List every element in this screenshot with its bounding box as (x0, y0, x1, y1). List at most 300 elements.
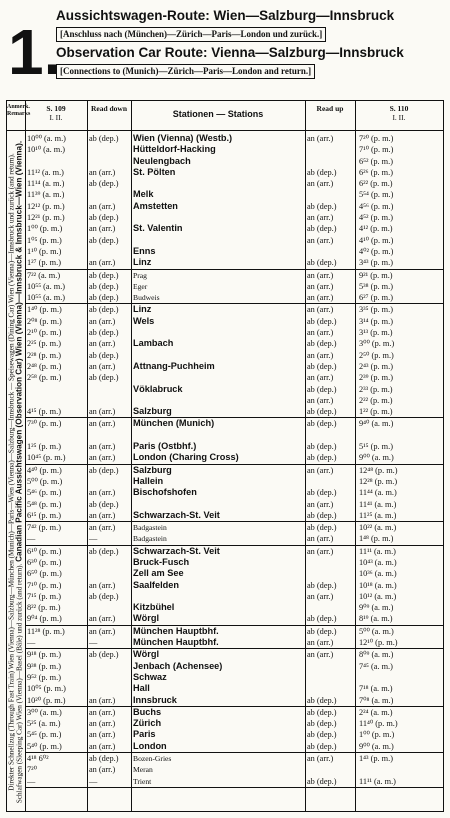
timetable-group (25, 304, 443, 418)
route-number: 1. (8, 16, 62, 88)
read-up-mark: ab (dep.) (307, 523, 337, 533)
read-down-mark: ab (dep.) (89, 134, 119, 143)
read-up-mark: ab (dep.) (307, 707, 337, 717)
timetable-row (25, 327, 443, 338)
s109-time: 1²⁷ (p. m.) (27, 258, 61, 268)
read-up-mark: ab (dep.) (307, 224, 337, 234)
read-up-mark: an (arr.) (307, 134, 334, 143)
s110-time: 1²² (p. m.) (359, 407, 393, 417)
read-down-mark: an (arr.) (89, 339, 116, 349)
timetable-row (25, 649, 443, 660)
read-down-mark: an (arr.) (89, 316, 116, 326)
timetable-row (25, 741, 443, 752)
s110-time: 5⁵⁴ (p. m.) (359, 190, 394, 200)
s109-time: 12¹² (p. m.) (27, 201, 65, 211)
s109-class: I. II. (49, 113, 63, 122)
s109-time: 5⁴⁸ (p. m.) (27, 499, 62, 509)
timetable-row (25, 568, 443, 579)
read-down-mark: — (89, 776, 98, 786)
timetable-row (25, 476, 443, 487)
read-up-mark: ab (dep.) (307, 407, 337, 417)
s109-time: 2⁰⁸ (p. m.) (27, 316, 62, 326)
station-name: München Hauptbhf. (133, 637, 219, 648)
read-down-mark: an (arr.) (89, 442, 116, 452)
station-name: London (Charing Cross) (133, 452, 239, 463)
s110-label: S. 110 (389, 104, 409, 113)
timetable-row (25, 304, 443, 315)
timetable-row (25, 510, 443, 521)
s109-time: 5⁴⁶ (p. m.) (27, 488, 62, 498)
read-down-mark: an (arr.) (89, 707, 116, 717)
station-name: Schwarzach-St. Veit (133, 545, 220, 556)
station-name: St. Pölten (133, 166, 176, 177)
s109-time: 11²⁸ (p. m.) (27, 626, 65, 636)
station-name: Linz (133, 257, 152, 268)
s110-time: 4⁵⁶ (p. m.) (359, 201, 394, 211)
s109-time: 10⁰⁵ (p. m.) (27, 684, 66, 694)
station-name: Bozen-Gries (133, 754, 172, 764)
station-name: Schwaz (133, 671, 167, 682)
timetable-group (25, 546, 443, 626)
s110-time: 9⁰⁹ (a. m.) (359, 603, 394, 613)
station-name: Zell am See (133, 568, 184, 579)
col-header-s109 (25, 101, 87, 131)
s109-time: 6³⁰ (p. m.) (27, 557, 62, 567)
subtitle-german: [Anschluss nach (München)—Zürich—Paris—London und zurück.] (56, 27, 326, 42)
s110-time: 4⁰² (p. m.) (359, 246, 394, 256)
station-name: Hall (133, 683, 150, 694)
station-name: Wörgl (133, 613, 160, 624)
read-up-mark: ab (dep.) (307, 614, 337, 624)
s109-time: 11¹⁴ (a. m.) (27, 179, 65, 189)
s109-time: 5⁰⁰ (p. m.) (27, 476, 63, 486)
s110-time: 7¹⁸ (a. m.) (359, 684, 393, 694)
timetable-row (25, 372, 443, 383)
s109-time: 9³⁸ (p. m.) (27, 661, 61, 671)
s109-time: 7²² (a. m.) (27, 270, 61, 280)
timetable-row (25, 133, 443, 144)
read-down-mark: an (arr.) (89, 510, 116, 520)
s110-time: 2²⁴ (a. m.) (359, 707, 393, 717)
read-up-mark: ab (dep.) (307, 488, 337, 498)
read-down-mark: — (89, 638, 98, 648)
s109-time: 9⁰⁴ (p. m.) (27, 614, 62, 624)
read-up-mark: ab (dep.) (307, 384, 337, 394)
s110-time: 11⁴⁴ (a. m.) (359, 488, 397, 498)
timetable-row (25, 718, 443, 729)
timetable-row (25, 212, 443, 223)
read-down-mark: ab (dep.) (89, 305, 119, 315)
timetable-row (25, 452, 443, 463)
s110-time: 11⁴⁰ (p. m.) (359, 719, 398, 729)
read-down-mark: ab (dep.) (89, 293, 119, 303)
read-down-mark: an (arr.) (89, 488, 116, 498)
station-name: Badgastein (133, 534, 167, 544)
read-down-mark: an (arr.) (89, 765, 116, 775)
read-up-mark: an (arr.) (307, 591, 334, 601)
read-down-mark: an (arr.) (89, 730, 116, 740)
read-up-mark: ab (dep.) (307, 580, 337, 590)
read-up-mark: ab (dep.) (307, 730, 337, 740)
s110-time: 11⁴¹ (a. m.) (359, 499, 397, 509)
timetable-row (25, 602, 443, 613)
read-up-mark: an (arr.) (307, 754, 334, 764)
station-name: St. Valentin (133, 223, 183, 234)
s109-time: 4⁴⁰ (p. m.) (27, 465, 62, 475)
timetable-row (25, 178, 443, 189)
s109-time: 8²² (p. m.) (27, 603, 61, 613)
title-german: Aussichtswagen-Route: Wien—Salzburg—Innsbruck (56, 8, 395, 23)
timetable-row (25, 395, 443, 406)
timetable-row (25, 764, 443, 775)
read-up-mark: an (arr.) (307, 546, 334, 556)
timetable-row (25, 753, 443, 764)
station-name: München (Munich) (133, 418, 215, 429)
s110-time: 6²⁷ (p. m.) (359, 293, 393, 303)
s110-time: 6⁵² (p. m.) (359, 156, 393, 166)
s109-time: 6¹⁰ (p. m.) (27, 546, 62, 556)
read-up-mark: ab (dep.) (307, 510, 337, 520)
read-down-mark: ab (dep.) (89, 350, 119, 360)
s109-time: 2²⁸ (p. m.) (27, 350, 61, 360)
read-down-mark: an (arr.) (89, 453, 116, 463)
s109-time: 10⁵⁵ (a. m.) (27, 281, 66, 291)
s110-time: 2²² (p. m.) (359, 395, 393, 405)
s110-time: 3³⁵ (p. m.) (359, 305, 393, 315)
s109-time: 7⁴² (p. m.) (27, 523, 61, 533)
s110-time: 2⁴³ (p. m.) (359, 361, 393, 371)
read-down-mark: an (arr.) (89, 407, 116, 417)
timetable-row (25, 683, 443, 694)
station-name: Linz (133, 304, 152, 315)
read-up-mark: an (arr.) (307, 650, 334, 660)
read-down-mark: ab (dep.) (89, 235, 119, 245)
s110-time: 2⁵⁰ (p. m.) (359, 350, 394, 360)
timetable-row (25, 707, 443, 718)
remarks-text (9, 137, 24, 807)
timetable-row (25, 257, 443, 268)
timetable-group (25, 707, 443, 753)
s109-time: 5²⁵ (a. m.) (27, 719, 61, 729)
station-name: Wels (133, 315, 155, 326)
read-down-mark: ab (dep.) (89, 754, 119, 764)
timetable-group (25, 626, 443, 650)
s109-time: — (27, 638, 36, 648)
read-up-mark: an (arr.) (307, 293, 334, 303)
read-down-mark: an (arr.) (89, 580, 116, 590)
read-down-mark: ab (dep.) (89, 328, 119, 338)
read-down-mark: ab (dep.) (89, 213, 119, 223)
read-down-mark: an (arr.) (89, 361, 116, 371)
read-down-mark: an (arr.) (89, 224, 116, 234)
s109-time: 2²⁵ (p. m.) (27, 339, 61, 349)
s109-time: 9⁵² (p. m.) (27, 672, 61, 682)
timetable-row (25, 591, 443, 602)
timetable-row (25, 292, 443, 303)
s109-time: 3⁰⁰ (a. m.) (27, 707, 62, 717)
timetable-row (25, 499, 443, 510)
read-up-mark: ab (dep.) (307, 258, 337, 268)
s110-time: 1⁰⁰ (p. m.) (359, 730, 395, 740)
station-name: Meran (133, 765, 153, 775)
s109-time: 1⁴⁰ (p. m.) (27, 305, 62, 315)
s110-time: 4⁵² (p. m.) (359, 213, 393, 223)
timetable-group (25, 465, 443, 522)
timetable-row (25, 167, 443, 178)
s109-time: 6¹⁵ (p. m.) (27, 510, 61, 520)
s110-time: 11¹¹ (a. m.) (359, 546, 396, 556)
read-up-mark: ab (dep.) (307, 167, 337, 177)
timetable-row (25, 430, 443, 441)
s110-time: 6²⁶ (p. m.) (359, 167, 393, 177)
s110-time: 8⁰⁹ (a. m.) (359, 650, 394, 660)
read-down-mark: ab (dep.) (89, 373, 119, 383)
s109-time: 4¹⁵ (p. m.) (27, 407, 61, 417)
station-name: Innsbruck (133, 694, 177, 705)
timetable-row (25, 281, 443, 292)
timetable-group (25, 522, 443, 546)
station-name: Eger (133, 281, 148, 291)
s109-time: 10⁰⁰ (a. m.) (27, 134, 66, 143)
timetable-group (25, 270, 443, 305)
timetable-row (25, 246, 443, 257)
s110-time: 12⁴⁸ (p. m.) (359, 465, 398, 475)
read-down-mark: an (arr.) (89, 719, 116, 729)
col-header-stations: Stationen — Stations (131, 101, 305, 131)
timetable-row (25, 776, 443, 787)
read-up-mark: ab (dep.) (307, 719, 337, 729)
s109-time: 1²⁵ (p. m.) (27, 442, 61, 452)
read-down-mark: ab (dep.) (89, 179, 119, 189)
s110-time: 2³³ (p. m.) (359, 384, 393, 394)
read-up-mark: an (arr.) (307, 395, 334, 405)
station-name: Badgastein (133, 523, 167, 533)
read-up-mark: ab (dep.) (307, 776, 337, 786)
s109-time: 7¹⁵ (p. m.) (27, 591, 61, 601)
read-down-mark: ab (dep.) (89, 591, 119, 601)
station-name: Lambach (133, 338, 174, 349)
timetable-row (25, 695, 443, 706)
station-name: Jenbach (Achensee) (133, 660, 223, 671)
timetable-page (6, 6, 444, 812)
station-name: Wien (Vienna) (Westb.) (133, 133, 233, 143)
s110-time: 10³⁶ (a. m.) (359, 569, 397, 579)
s109-time: 10¹⁰ (a. m.) (27, 145, 66, 155)
s110-time: 5⁰⁰ (a. m.) (359, 626, 394, 636)
s110-time: 10¹⁸ (a. m.) (359, 580, 397, 590)
timetable-row (25, 156, 443, 167)
s110-time: 1⁴³ (p. m.) (359, 754, 393, 764)
s110-time: 4¹⁰ (p. m.) (359, 235, 394, 245)
timetable-row (25, 223, 443, 234)
read-up-mark: ab (dep.) (307, 419, 337, 429)
timetable-row (25, 361, 443, 372)
station-name: Kitzbühel (133, 602, 175, 613)
subtitle-english: [Connections to (Munich)—Zürich—Paris—London and return.] (56, 64, 315, 79)
s110-time: 9⁰⁰ (a. m.) (359, 741, 394, 751)
timetable-row (25, 270, 443, 281)
read-down-mark: an (arr.) (89, 523, 116, 533)
col-header-read-down: Read down (87, 101, 131, 131)
s110-time: 3¹⁴ (p. m.) (359, 316, 393, 326)
station-name: Bischofshofen (133, 487, 197, 498)
station-name: Zürich (133, 718, 162, 729)
s109-time: 4¹⁸ 6⁰² (27, 754, 49, 764)
s109-time: 11³⁹ (a. m.) (27, 190, 65, 200)
timetable-row (25, 350, 443, 361)
s110-time: 11²⁵ (a. m.) (359, 510, 397, 520)
timetable-row (25, 201, 443, 212)
s110-time: 3⁰⁰ (p. m.) (359, 339, 395, 349)
station-name: Wörgl (133, 649, 160, 660)
read-up-mark: ab (dep.) (307, 626, 337, 636)
s110-time: 8¹⁹ (a. m.) (359, 614, 393, 624)
read-down-mark: ab (dep.) (89, 465, 119, 475)
read-down-mark: ab (dep.) (89, 650, 119, 660)
read-up-mark: ab (dep.) (307, 361, 337, 371)
s109-time: 1⁰⁵ (p. m.) (27, 235, 62, 245)
s109-time: 1⁰⁰ (p. m.) (27, 224, 63, 234)
read-up-mark: ab (dep.) (307, 316, 337, 326)
s110-time: 5³⁸ (p. m.) (359, 281, 393, 291)
timetable-row (25, 441, 443, 452)
station-name: Enns (133, 245, 156, 256)
s110-time: 10⁴³ (a. m.) (359, 557, 397, 567)
s109-time: 10⁵⁵ (a. m.) (27, 293, 66, 303)
read-up-mark: an (arr.) (307, 534, 334, 544)
read-up-mark: ab (dep.) (307, 442, 337, 452)
station-name: Hallein (133, 475, 164, 486)
read-down-mark: an (arr.) (89, 258, 116, 268)
station-name: Bruck-Fusch (133, 556, 190, 567)
s109-time: — (27, 534, 36, 544)
station-name: München Hauptbhf. (133, 625, 219, 636)
s110-time: 9⁰⁰ (a. m.) (359, 453, 394, 463)
station-name: Schwarzach-St. Veit (133, 509, 220, 520)
station-name: Prag (133, 270, 147, 280)
station-name: Buchs (133, 706, 162, 717)
timetable-header (6, 6, 444, 96)
timetable-row (25, 626, 443, 637)
s110-time: 12¹⁰ (p. m.) (359, 638, 398, 648)
timetable-table (6, 100, 444, 812)
read-up-mark: an (arr.) (307, 499, 334, 509)
timetable-row (25, 465, 443, 476)
s109-time: 11¹² (a. m.) (27, 167, 64, 177)
read-up-mark: an (arr.) (307, 350, 334, 360)
read-down-mark: an (arr.) (89, 626, 116, 636)
read-down-mark: an (arr.) (89, 695, 116, 705)
timetable-row (25, 672, 443, 683)
s110-time: 1⁴⁸ (p. m.) (359, 534, 394, 544)
station-name: Amstetten (133, 200, 178, 211)
station-name: Paris (133, 729, 156, 740)
read-down-mark: an (arr.) (89, 614, 116, 624)
read-down-mark: an (arr.) (89, 201, 116, 211)
timetable-row (25, 661, 443, 672)
read-up-mark: an (arr.) (307, 373, 334, 383)
s110-time: 9²¹ (p. m.) (359, 270, 393, 280)
timetable-row (25, 729, 443, 740)
s109-label: S. 109 (46, 104, 66, 113)
read-down-mark: an (arr.) (89, 167, 116, 177)
s110-time: 10¹² (a. m.) (359, 591, 397, 601)
read-up-mark: ab (dep.) (307, 741, 337, 751)
remarks-column (7, 133, 25, 811)
timetable-row (25, 189, 443, 200)
timetable-row (25, 316, 443, 327)
station-name: Salzburg (133, 464, 172, 475)
s109-time: 5⁴⁵ (p. m.) (27, 730, 62, 740)
s109-time: 7³⁰ (p. m.) (27, 419, 62, 429)
s110-time: 6²² (p. m.) (359, 179, 393, 189)
station-name: Paris (Ostbhf.) (133, 441, 197, 452)
read-down-mark: an (arr.) (89, 741, 116, 751)
read-up-mark: ab (dep.) (307, 695, 337, 705)
s110-time: 7¹⁰ (p. m.) (359, 145, 394, 155)
s110-time: 7⁰⁸ (a. m.) (359, 695, 394, 705)
s110-time: 3⁴³ (p. m.) (359, 258, 393, 268)
s109-time: 10⁴⁵ (p. m.) (27, 453, 66, 463)
read-down-mark: ab (dep.) (89, 281, 119, 291)
s110-class: I. II. (392, 113, 406, 122)
col-header-read-up: Read up (305, 101, 355, 131)
read-up-mark: an (arr.) (307, 465, 334, 475)
read-up-mark: ab (dep.) (307, 201, 337, 211)
timetable-group (25, 649, 443, 706)
s109-time: 9¹⁸ (p. m.) (27, 650, 61, 660)
read-down-mark: ab (dep.) (89, 499, 119, 509)
s110-time: 5¹⁵ (p. m.) (359, 442, 393, 452)
s110-time: 2³⁹ (p. m.) (359, 373, 393, 383)
read-up-mark: an (arr.) (307, 179, 334, 189)
col-header-remarks: Anmerk. Remarks (7, 101, 25, 131)
timetable-row (25, 487, 443, 498)
s109-time: 7¹⁰ (p. m.) (27, 580, 62, 590)
timetable-row (25, 613, 443, 624)
s109-time: 1¹⁰ (p. m.) (27, 246, 62, 256)
s109-time: 10²⁰ (p. m.) (27, 695, 66, 705)
timetable-row (25, 406, 443, 417)
station-name: Neulengbach (133, 155, 191, 166)
station-name: Trient (133, 776, 152, 786)
read-up-mark: an (arr.) (307, 638, 334, 648)
s109-time: 12²¹ (p. m.) (27, 213, 65, 223)
s110-time: 7⁴⁵ (a. m.) (359, 661, 393, 671)
timetable-row (25, 522, 443, 533)
s110-time: 7²⁰ (p. m.) (359, 134, 394, 143)
station-name: Attnang-Puchheim (133, 360, 215, 371)
timetable-row (25, 580, 443, 591)
read-up-mark: ab (dep.) (307, 453, 337, 463)
title-english: Observation Car Route: Vienna—Salzburg—Innsbruck (56, 45, 404, 60)
station-name: London (133, 740, 167, 751)
read-down-mark: ab (dep.) (89, 270, 119, 280)
s110-time: 11¹¹ (a. m.) (359, 776, 396, 786)
remarks-observation-car: Canadian Pacific Aussichtswagen (Observation Car) Wien (Vienna)—Innsbruck & Innsbruck—Wien (Vienna). (14, 140, 24, 562)
read-up-mark: an (arr.) (307, 270, 334, 280)
s110-time: 9⁴⁰ (a. m.) (359, 419, 394, 429)
timetable-row (25, 637, 443, 648)
station-name: Hütteldorf-Hacking (133, 144, 216, 155)
read-up-mark: an (arr.) (307, 235, 334, 245)
timetable-group (25, 418, 443, 464)
s109-time: — (27, 776, 36, 786)
read-down-mark: an (arr.) (89, 419, 116, 429)
timetable-group (25, 133, 443, 270)
read-down-mark: ab (dep.) (89, 546, 119, 556)
timetable-row (25, 338, 443, 349)
